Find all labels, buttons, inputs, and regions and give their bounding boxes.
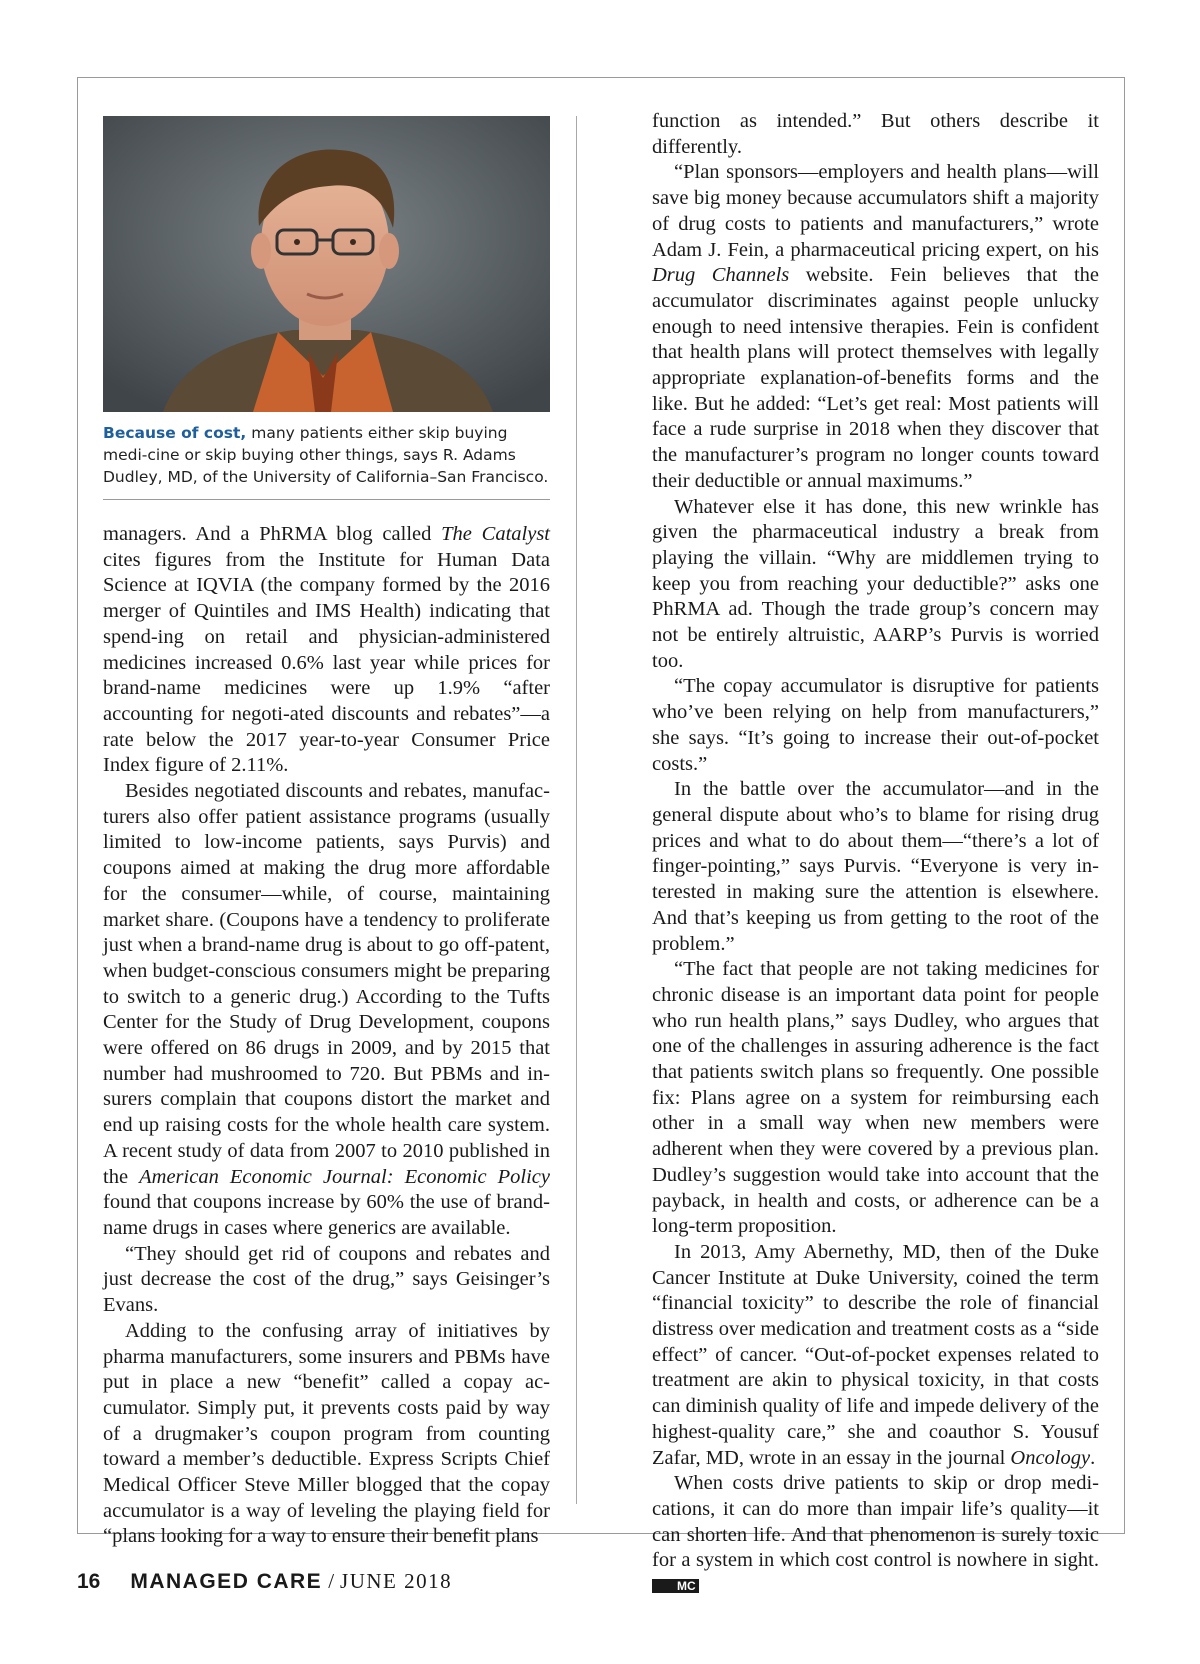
portrait-photo	[103, 116, 550, 412]
left-column	[103, 522, 550, 1550]
paragraph: Besides negotiated discounts and rebates, manufac-turers also offer patient assistance programs (usually limited to low-income patients, says Purvis) and coupons aimed at making the drug more affordable for the consumer—while, of course, maintaining market share. (Coupons have a tendency to proliferate just when a brand-name drug is about to go off-patent, when budget-conscious consumers might be preparing to switch to a generic drug.) According to the Tufts Center for the Study of Drug Development, coupons were offered on 86 drugs in 2009, and by 2015 that number had mushroomed to 720. But PBMs and in-surers complain that coupons distort the market and end up raising costs for the whole health care system. A recent study of data from 2007 to 2010 published in the American Economic Journal: Economic Policy found that coupons increase by 60% the use of brand-name drugs in cases where generics are available.	[103, 780, 550, 1239]
paragraph: When costs drive patients to skip or drop medi-cations, it can do more than impair life’s quality—it can shorten life. And that phenomenon is surely toxic for a system in which cost control is nowhere in sight. MC	[652, 1472, 1099, 1594]
paragraph: “The copay accumulator is disruptive for patients who’ve been relying on help from manufacturers,” she says. “It’s going to increase their out-of-pocket costs.”	[652, 675, 1099, 775]
end-mark-badge: MC	[652, 1579, 699, 1593]
caption-text: many patients either skip buying medi-cine or skip buying other things, says R. Adams Dudley, MD, of the University of California–San Francisco.	[103, 424, 549, 486]
paragraph: “Plan sponsors—employers and health plans—will save big money because accumulators shift a majority of drug costs to patients and manufacturers,” wrote Adam J. Fein, a pharmaceutical pricing expert, on his Drug Channels website. Fein believes that the accumulator discriminates against people unlucky enough to need intensive therapies. Fein is confident that health plans will protect themselves with legally appropriate explanation-of-benefits forms and the like. But he added: “Let’s get real: Most patients will face a rude surprise in 2018 when they discover that the manufacturer’s program no longer counts toward their deductible or annual maximums.”	[652, 161, 1099, 492]
caption-lead: Because of cost,	[103, 424, 247, 442]
paragraph: In the battle over the accumulator—and in the general dispute about who’s to blame for rising drug prices and what to do about them—“there’s a lot of finger-pointing,” says Purvis. “Everyone is very in-terested in making sure the attention is elsewhere. And that’s keeping us from getting to the root of the problem.”	[652, 778, 1099, 955]
paragraph: “They should get rid of coupons and rebates and just decrease the cost of the drug,” says Geisinger’s Evans.	[103, 1242, 550, 1317]
publication-title: American Economic Journal: Economic Policy	[139, 1165, 550, 1188]
publication-title: Drug Channels	[652, 264, 790, 287]
page-footer	[77, 1569, 452, 1594]
paragraph: function as intended.” But others describe it differently.	[652, 110, 1099, 158]
publication-title: The Catalyst	[441, 523, 550, 545]
publication-name: MANAGED CARE	[130, 1570, 323, 1593]
column-divider	[576, 116, 577, 1504]
caption-divider	[103, 499, 550, 500]
portrait-illustration	[103, 116, 550, 412]
footer-separator: /	[328, 1569, 335, 1593]
paragraph: managers. And a PhRMA blog called The Catalyst cites figures from the Institute for Human Data Science at IQVIA (the company formed by the 2016 merger of Quintiles and IMS Health) indicating that spend-ing on retail and physician-administered medicines increased 0.6% last year while prices for brand-name medicines were up 1.9% “after accounting for negoti-ated discounts and rebates”—a rate below the 2017 year-to-year Consumer Price Index figure of 2.11%.	[103, 523, 550, 777]
paragraph: Whatever else it has done, this new wrinkle has given the pharmaceutical industry a break from playing the villain. “Why are middlemen trying to keep you from reaching your deductible?” asks one PhRMA ad. Though the trade group’s concern may not be entirely altruistic, AARP’s Purvis is worried too.	[652, 495, 1099, 672]
publication-title: Oncology	[1010, 1446, 1091, 1469]
right-column	[652, 109, 1099, 1600]
paragraph: Adding to the confusing array of initiatives by pharma manufacturers, some insurers and PBMs have put in place a new “benefit” called a copay ac-cumulator. Simply put, it prevents costs paid by way of a drugmaker’s coupon program from counting toward a member’s deductible. Express Scripts Chief Medical Officer Steve Miller blogged that the copay accumulator is a way of leveling the playing field for “plans looking for a way to ensure their benefit plans	[103, 1319, 550, 1548]
paragraph: In 2013, Amy Abernethy, MD, then of the Duke Cancer Institute at Duke University, coined the term “financial toxicity” to describe the role of financial distress over medication and treatment costs as a “side effect” of cancer. “Out-of-pocket expenses related to treatment are akin to physical toxicity, in that costs can diminish quality of life and impede delivery of the highest-quality care,” she and coauthor S. Yousuf Zafar, MD, wrote in an essay in the journal Oncology.	[652, 1240, 1099, 1469]
issue-date: JUNE 2018	[340, 1569, 453, 1593]
paragraph: “The fact that people are not taking medicines for chronic disease is an important data point for people who run health plans,” says Dudley, who argues that one of the challenges in assuring adherence is the fact that patients switch plans so frequently. One possible fix: Plans agree on a system for reimbursing each other in a small way when new members were adherent when they were covered by a previous plan. Dudley’s suggestion would take into account that the payback, in health and costs, or adherence can be a long-term proposition.	[652, 958, 1099, 1238]
photo-caption	[103, 422, 550, 488]
page-number: 16	[77, 1570, 101, 1593]
